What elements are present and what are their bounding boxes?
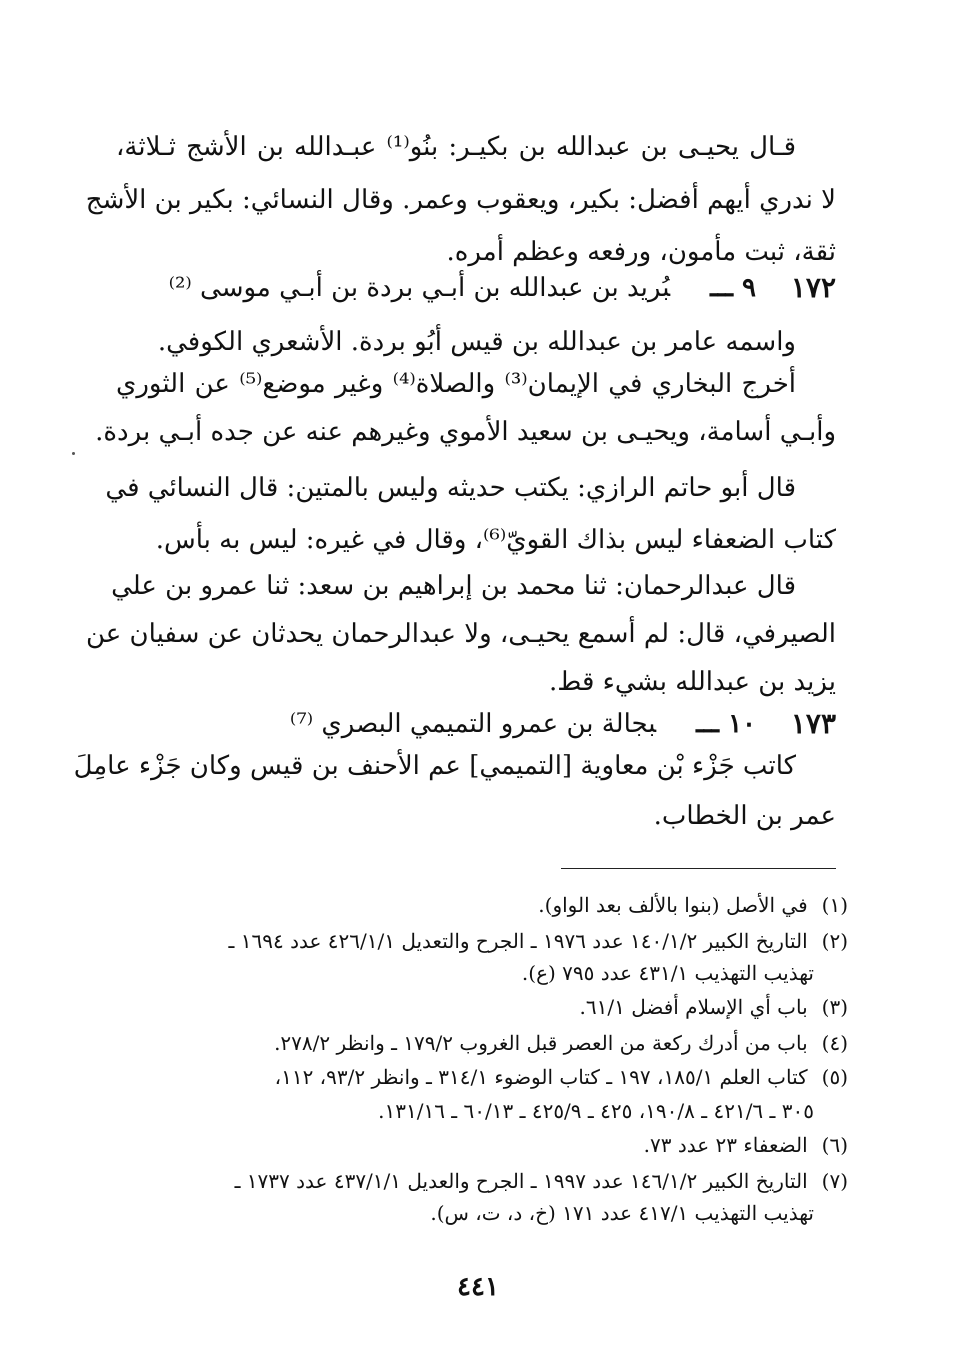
body-line: ثقة، ثبت مأمون، ورفعه وعظم أمره. [446,237,836,267]
footnote-number: (٣) [821,995,848,1019]
footnote-continuation: تهذيب التهذيب ٤١٧/١ عدد ١٧١ (خ، د، ت، س). [430,1201,814,1225]
footnote-text: التاريخ الكبير ١٤٠/١/٢ عدد ١٩٧٦ ـ الجرح والتعديل ٤٢٦/١/١ عدد ١٦٩٤ ـ [228,929,808,953]
footnote-text: الضعفاء ٢٣ عدد ٧٣. [643,1133,808,1157]
footnote-3 [118,992,848,1022]
entry-heading [116,266,756,310]
body-line: كتاب الضعفاء ليس بذاك القويّ⁽⁶⁾، وقال في غيره: ليس به بأس. [155,525,836,555]
footnote-continuation: ٣٠٥ ـ ٤٢١/٦ ـ ١٩٠/٨، ٤٢٥ ـ ٤٢٥/٩ ـ ٦٠/١٣ ـ ١٣١/١٦. [378,1099,814,1123]
footnote-number: (٥) [821,1065,848,1089]
body-line: قال أبو حاتم الرازي: يكتب حديثه وليس بالمتين: قال النسائي في [105,473,796,503]
body-line: وأبـي أسامة، ويحيـى بن سعيد الأموي وغيرهم عنه عن جده أبـي بردة. [95,417,836,447]
footnote-number: (١) [821,893,848,917]
body-line: الصيرفي، قال: لم أسمع يحيـى، ولا عبدالرحمان يحدثان عن سفيان عن [85,619,836,649]
page-number: ٤٤١ [457,1272,499,1302]
footnote-number: (٧) [821,1169,848,1193]
entry-heading [116,702,756,746]
footnote-text: في الأصل (بنوا بالألف بعد الواو). [538,893,808,917]
footnote-number: (٢) [821,929,848,953]
entry-number: ١٧٣ [790,707,836,740]
footnote-separator [561,868,836,869]
entry-sequence: ٩ ـــ [710,273,756,303]
body-line: يزيد بن عبدالله بشيء قط. [549,667,836,697]
footnote-6 [118,1130,848,1160]
entry-number: ١٧٢ [790,271,836,304]
entry-title: بجالة بن عمرو التميمي البصري ⁽⁷⁾ [289,709,657,739]
body-line: قال عبدالرحمان: ثنا محمد بن إبراهيم بن سعد: ثنا عمرو بن علي [111,571,796,601]
footnote-7 [118,1166,848,1196]
body-line: أخرج البخاري في الإيمان⁽³⁾ والصلاة⁽⁴⁾ وغير موضع⁽⁵⁾ عن الثوري [116,369,796,399]
footnote-text: باب أي الإسلام أفضل ٦١/١. [579,995,808,1019]
body-line: عمر بن الخطاب. [653,801,836,831]
footnote-4 [118,1028,848,1058]
footnote-1 [118,890,848,920]
footnote-5 [118,1062,848,1092]
body-line: لا ندري أيهم أفضل: بكير، ويعقوب وعمر. وقال النسائي: بكير بن الأشج [85,185,836,215]
footnote-number: (٤) [821,1031,848,1055]
scan-speck [72,452,75,455]
body-line: قـال يحيـى بن عبدالله بن بكيـر: بنُو⁽¹⁾ عبـدالله بن الأشج ثـلاثة، [116,132,797,162]
footnote-2 [118,926,848,956]
footnote-number: (٦) [821,1133,848,1157]
footnote-continuation: تهذيب التهذيب ٤٣١/١ عدد ٧٩٥ (ع). [521,961,814,985]
footnote-text: باب من أدرك ركعة من العصر قبل الغروب ١٧٩/٢ ـ وانظر ٢٧٨/٢. [274,1031,808,1055]
entry-title: بُريد بن عبدالله بن أبـي بردة بن أبـي موسى ⁽²⁾ [168,273,671,303]
body-line: كاتب جَزْء بْن معاوية [التميمي] عم الأحنف بن قيس وكان جَزْء عامِلَ [73,751,796,781]
footnote-text: كتاب العلم ١٨٥/١، ١٩٧ ـ كتاب الوضوء ٣١٤/١ ـ وانظر ٩٣/٢، ١١٢، [274,1065,808,1089]
entry-sequence: ١٠ ـــ [696,709,756,739]
body-line: واسمه عامر بن عبدالله بن قيس أبُو بردة. الأشعري الكوفي. [157,327,796,357]
footnote-text: التاريخ الكبير ١٤٦/١/٢ عدد ١٩٩٧ ـ الجرح والعديل ٤٣٧/١/١ عدد ١٧٣٧ ـ [234,1169,808,1193]
